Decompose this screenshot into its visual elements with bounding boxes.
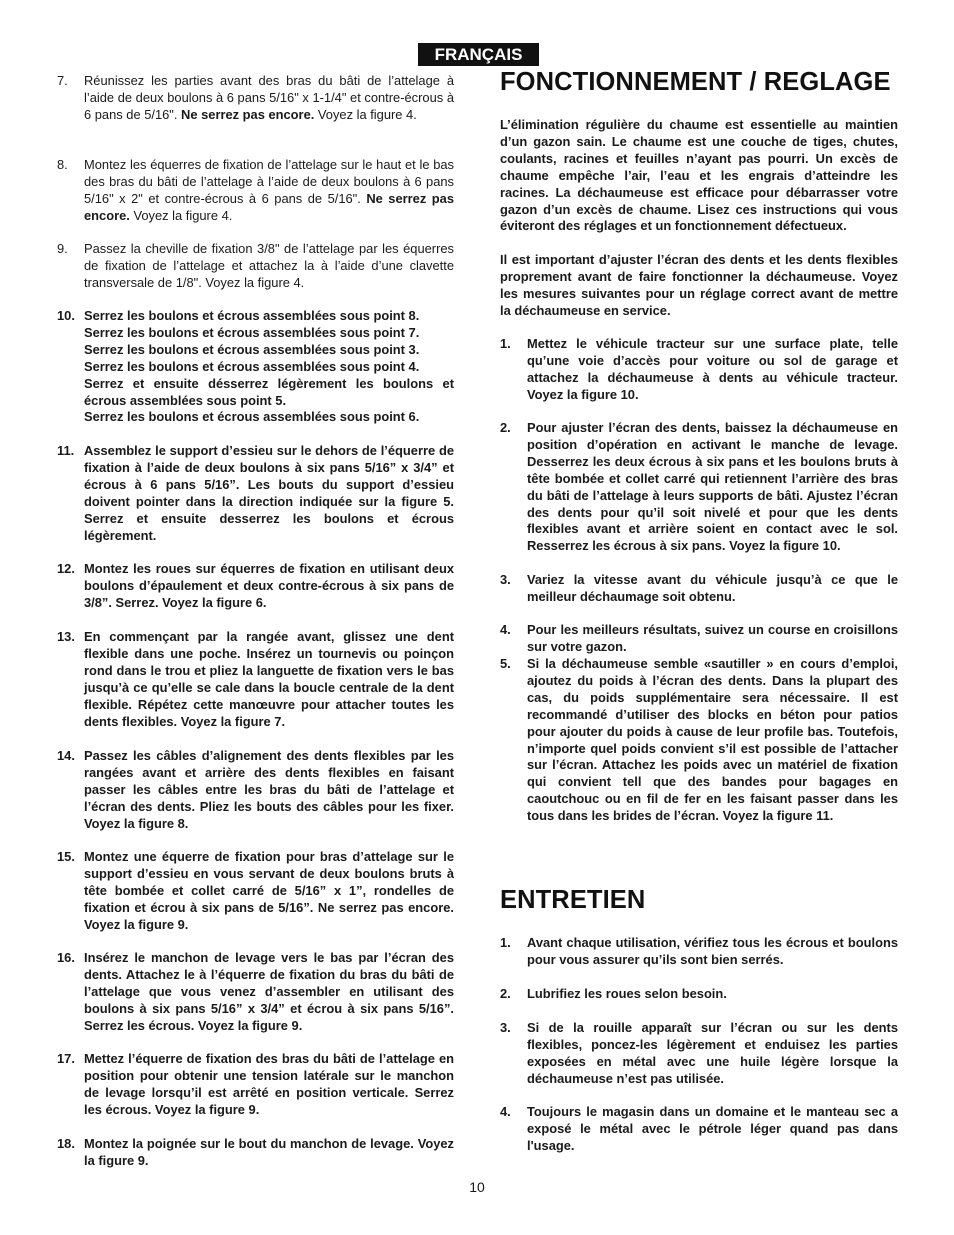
- item-number: 18.: [57, 1136, 75, 1151]
- item-text: Variez la vitesse avant du véhicule jusqu’à ce que le meilleur déchaumage soit obtenu.: [527, 572, 898, 604]
- item-number: 2.: [500, 986, 511, 1001]
- item-text: Mettez l’équerre de fixation des bras du bâti de l’attelage en position pour obtenir une tension latérale sur le manchon de levage lorsqu’il est arrêté en position verticale. Serrez les écrous. Voyez la figure 9.: [84, 1051, 454, 1117]
- list-item: [57, 73, 454, 124]
- item-text: Pour ajuster l’écran des dents, baissez la déchaumeuse en position d’opération en activant le manche de levage. Desserrez les deux écrous à six pans et les boulons bruts à tête bombée et collet carré qui retiennent l’arrière des bras du bâti de l’attelage à leurs supports de bâti. Ajustez l’écran des dents pour qu’il soit nivelé et pour que les dents flexibles avant et arrière soient en contact avec le sol. Resserrez les écrous à six pans. Voyez la figure 10.: [527, 420, 898, 554]
- list-item: [500, 420, 898, 555]
- item-number: 16.: [57, 950, 75, 965]
- item-text: Serrez les boulons et écrous assemblées sous point 8. Serrez les boulons et écrous assemblées sous point 7. Serrez les boulons et écrous assemblées sous point 3. Serrez les boulons et écrous assemblées sous point 4. Serrez et ensuite désserrez légèrement les boulons et écrous assemblées sous point 5. Serrez les boulons et écrous assemblées sous point 6.: [84, 308, 454, 425]
- item-text: Insérez le manchon de levage vers le bas par l’écran des dents. Attachez le à l’équerre de fixation du bras du bâti de l’attelage que vous venez d’assembler en utilisant des boulons à six pans 5/16” x 3/4” et écrou à six pans 5/16”. Serrez les écrous. Voyez la figure 9.: [84, 950, 454, 1033]
- page-number: 10: [469, 1179, 485, 1195]
- list-item: [57, 443, 454, 544]
- intro-paragraph: Il est important d’ajuster l’écran des dents et les dents flexibles proprement avant de faire fonctionner la déchaumeuse. Voyez les mesures suivantes pour un réglage correct avant de mettre la déchaumeuse en service.: [500, 252, 898, 318]
- item-number: 10.: [57, 308, 75, 323]
- list-item: [500, 1104, 898, 1155]
- item-number: 9.: [57, 241, 68, 256]
- section-title-maintenance: ENTRETIEN: [500, 886, 646, 914]
- item-number: 13.: [57, 629, 75, 644]
- item-text: Toujours le magasin dans un domaine et le manteau sec a exposé le métal avec le pétrole léger quand pas dans l'usage.: [527, 1104, 898, 1153]
- item-number: 3.: [500, 572, 511, 587]
- item-text: Assemblez le support d’essieu sur le dehors de l’équerre de fixation à l’aide de deux boulons à six pans 5/16” x 3/4” et écrous à 6 pans 5/16”. Les bouts du support d’essieu doivent pointer dans la direction indiquée sur la figure 5. Serrez et ensuite desserrez les boulons et écrous légèrement.: [84, 443, 454, 543]
- list-item: [57, 849, 454, 934]
- item-text: En commençant par la rangée avant, glissez une dent flexible dans une poche. Insérez un tournevis ou poinçon rond dans le trou et pliez la languette de fixation vers le bas jusqu’à ce qu’elle se cale dans la boucle centrale de la dent flexible. Répétez cette manœuvre pour attacher toutes les dents flexibles. Voyez la figure 7.: [84, 629, 454, 729]
- item-text: Montez la poignée sur le bout du manchon de levage. Voyez la figure 9.: [84, 1136, 454, 1168]
- list-item: [500, 986, 898, 1003]
- item-number: 4.: [500, 622, 511, 637]
- list-item: [57, 308, 454, 426]
- list-item: [500, 336, 898, 404]
- list-item: [500, 1020, 898, 1088]
- item-text: Réunissez les parties avant des bras du bâti de l’attelage à l’aide de deux boulons à 6 pans 5/16" x 1-1/4" et contre-écrous à 6 pans de 5/16". Ne serrez pas encore. Voyez la figure 4.: [84, 73, 454, 122]
- item-number: 11.: [57, 443, 75, 458]
- item-text: Montez les roues sur équerres de fixation en utilisant deux boulons d’épaulement et deux contre-écrous à six pans de 3/8”. Serrez. Voyez la figure 6.: [84, 561, 454, 610]
- item-number: 8.: [57, 157, 68, 172]
- list-item: [500, 656, 898, 825]
- list-item: [57, 157, 454, 225]
- item-number: 3.: [500, 1020, 511, 1035]
- item-number: 15.: [57, 849, 75, 864]
- list-item: [57, 1051, 454, 1119]
- item-text: Mettez le véhicule tracteur sur une surface plate, telle qu’une voie d’accès pour voiture ou sol de garage et attachez la déchaumeuse à dents au véhicule tracteur. Voyez la figure 10.: [527, 336, 898, 402]
- item-text: Si de la rouille apparaît sur l’écran ou sur les dents flexibles, poncez-les légèrement et enduisez les parties exposées en métal avec une huile légère lorsque la déchaumeuse n’est pas utilisée.: [527, 1020, 898, 1086]
- item-text: Passez la cheville de fixation 3/8" de l’attelage par les équerres de fixation de l’attelage et attachez la à l’aide d’une clavette transversale de 1/8". Voyez la figure 4.: [84, 241, 454, 290]
- list-item: [500, 572, 898, 606]
- item-number: 2.: [500, 420, 511, 435]
- item-number: 14.: [57, 748, 75, 763]
- item-number: 7.: [57, 73, 68, 88]
- item-number: 4.: [500, 1104, 511, 1119]
- item-text: Montez les équerres de fixation de l’attelage sur le haut et le bas des bras du bâti de l’attelage à l’aide de deux boulons à 6 pans 5/16" x 2" et contre-écrous à 6 pans de 5/16". Ne serrez pas encore. Voyez la figure 4.: [84, 157, 454, 223]
- list-item: [500, 935, 898, 969]
- item-text: Si la déchaumeuse semble «sautiller » en cours d’emploi, ajoutez du poids à l’écran des dents. Dans la plupart des cas, du poids supplémentaire sera nécessaire. Il est recommandé d’utiliser des blocks en béton pour patios pour ajouter du poids à cause de leur profile bas. Toutefois, n’importe quel poids convient s’il est possible de l’attacher sur l’écran. Attachez les poids avec un matériel de fixation qui convient tell que des bandes pour bagages en caoutchouc ou en fil de fer en les faisant passer dans les tous dans les brides de l’écran. Voyez la figure 11.: [527, 656, 898, 824]
- item-text: Pour les meilleurs résultats, suivez un course en croisillons sur votre gazon.: [527, 622, 898, 654]
- list-item: [57, 748, 454, 833]
- item-number: 17.: [57, 1051, 75, 1066]
- list-item: [500, 622, 898, 656]
- language-tab: FRANÇAIS: [418, 43, 539, 66]
- section-title-operation: FONCTIONNEMENT / REGLAGE: [500, 68, 891, 96]
- list-item: [57, 629, 454, 730]
- intro-paragraph: L’élimination régulière du chaume est essentielle au maintien d’un gazon sain. Le chaume est une couche de tiges, chutes, coulants, racines et feuilles n’ayant pas pourri. Un excès de chaume empêche l’air, l’eau et les engrais d’atteindre les racines. La déchaumeuse est efficace pour débarrasser votre gazon d’un excès de chaume. Lisez ces instructions qui vous éviteront des réglages et un fonctionnement défectueux.: [500, 117, 898, 234]
- item-number: 1.: [500, 336, 511, 351]
- item-number: 5.: [500, 656, 511, 671]
- list-item: [57, 241, 454, 292]
- list-item: [57, 1136, 454, 1170]
- item-text: Passez les câbles d’alignement des dents flexibles par les rangées avant et arrière des dents flexibles en faisant passer les câbles entre les bras du bâti de l’attelage et l’écran des dents. Pliez les bouts des câbles pour les fixer. Voyez la figure 8.: [84, 748, 454, 831]
- item-number: 12.: [57, 561, 75, 576]
- item-text: Lubrifiez les roues selon besoin.: [527, 986, 727, 1001]
- list-item: [57, 950, 454, 1035]
- item-text: Montez une équerre de fixation pour bras d’attelage sur le support d’essieu en vous servant de deux boulons bruts à tête bombée et collet carré de 5/16” x 1”, rondelles de fixation et écrou à six pans de 5/16”. Ne serrez pas encore. Voyez la figure 9.: [84, 849, 454, 932]
- list-item: [57, 561, 454, 612]
- item-number: 1.: [500, 935, 511, 950]
- item-text: Avant chaque utilisation, vérifiez tous les écrous et boulons pour vous assurer qu’ils sont bien serrés.: [527, 935, 898, 967]
